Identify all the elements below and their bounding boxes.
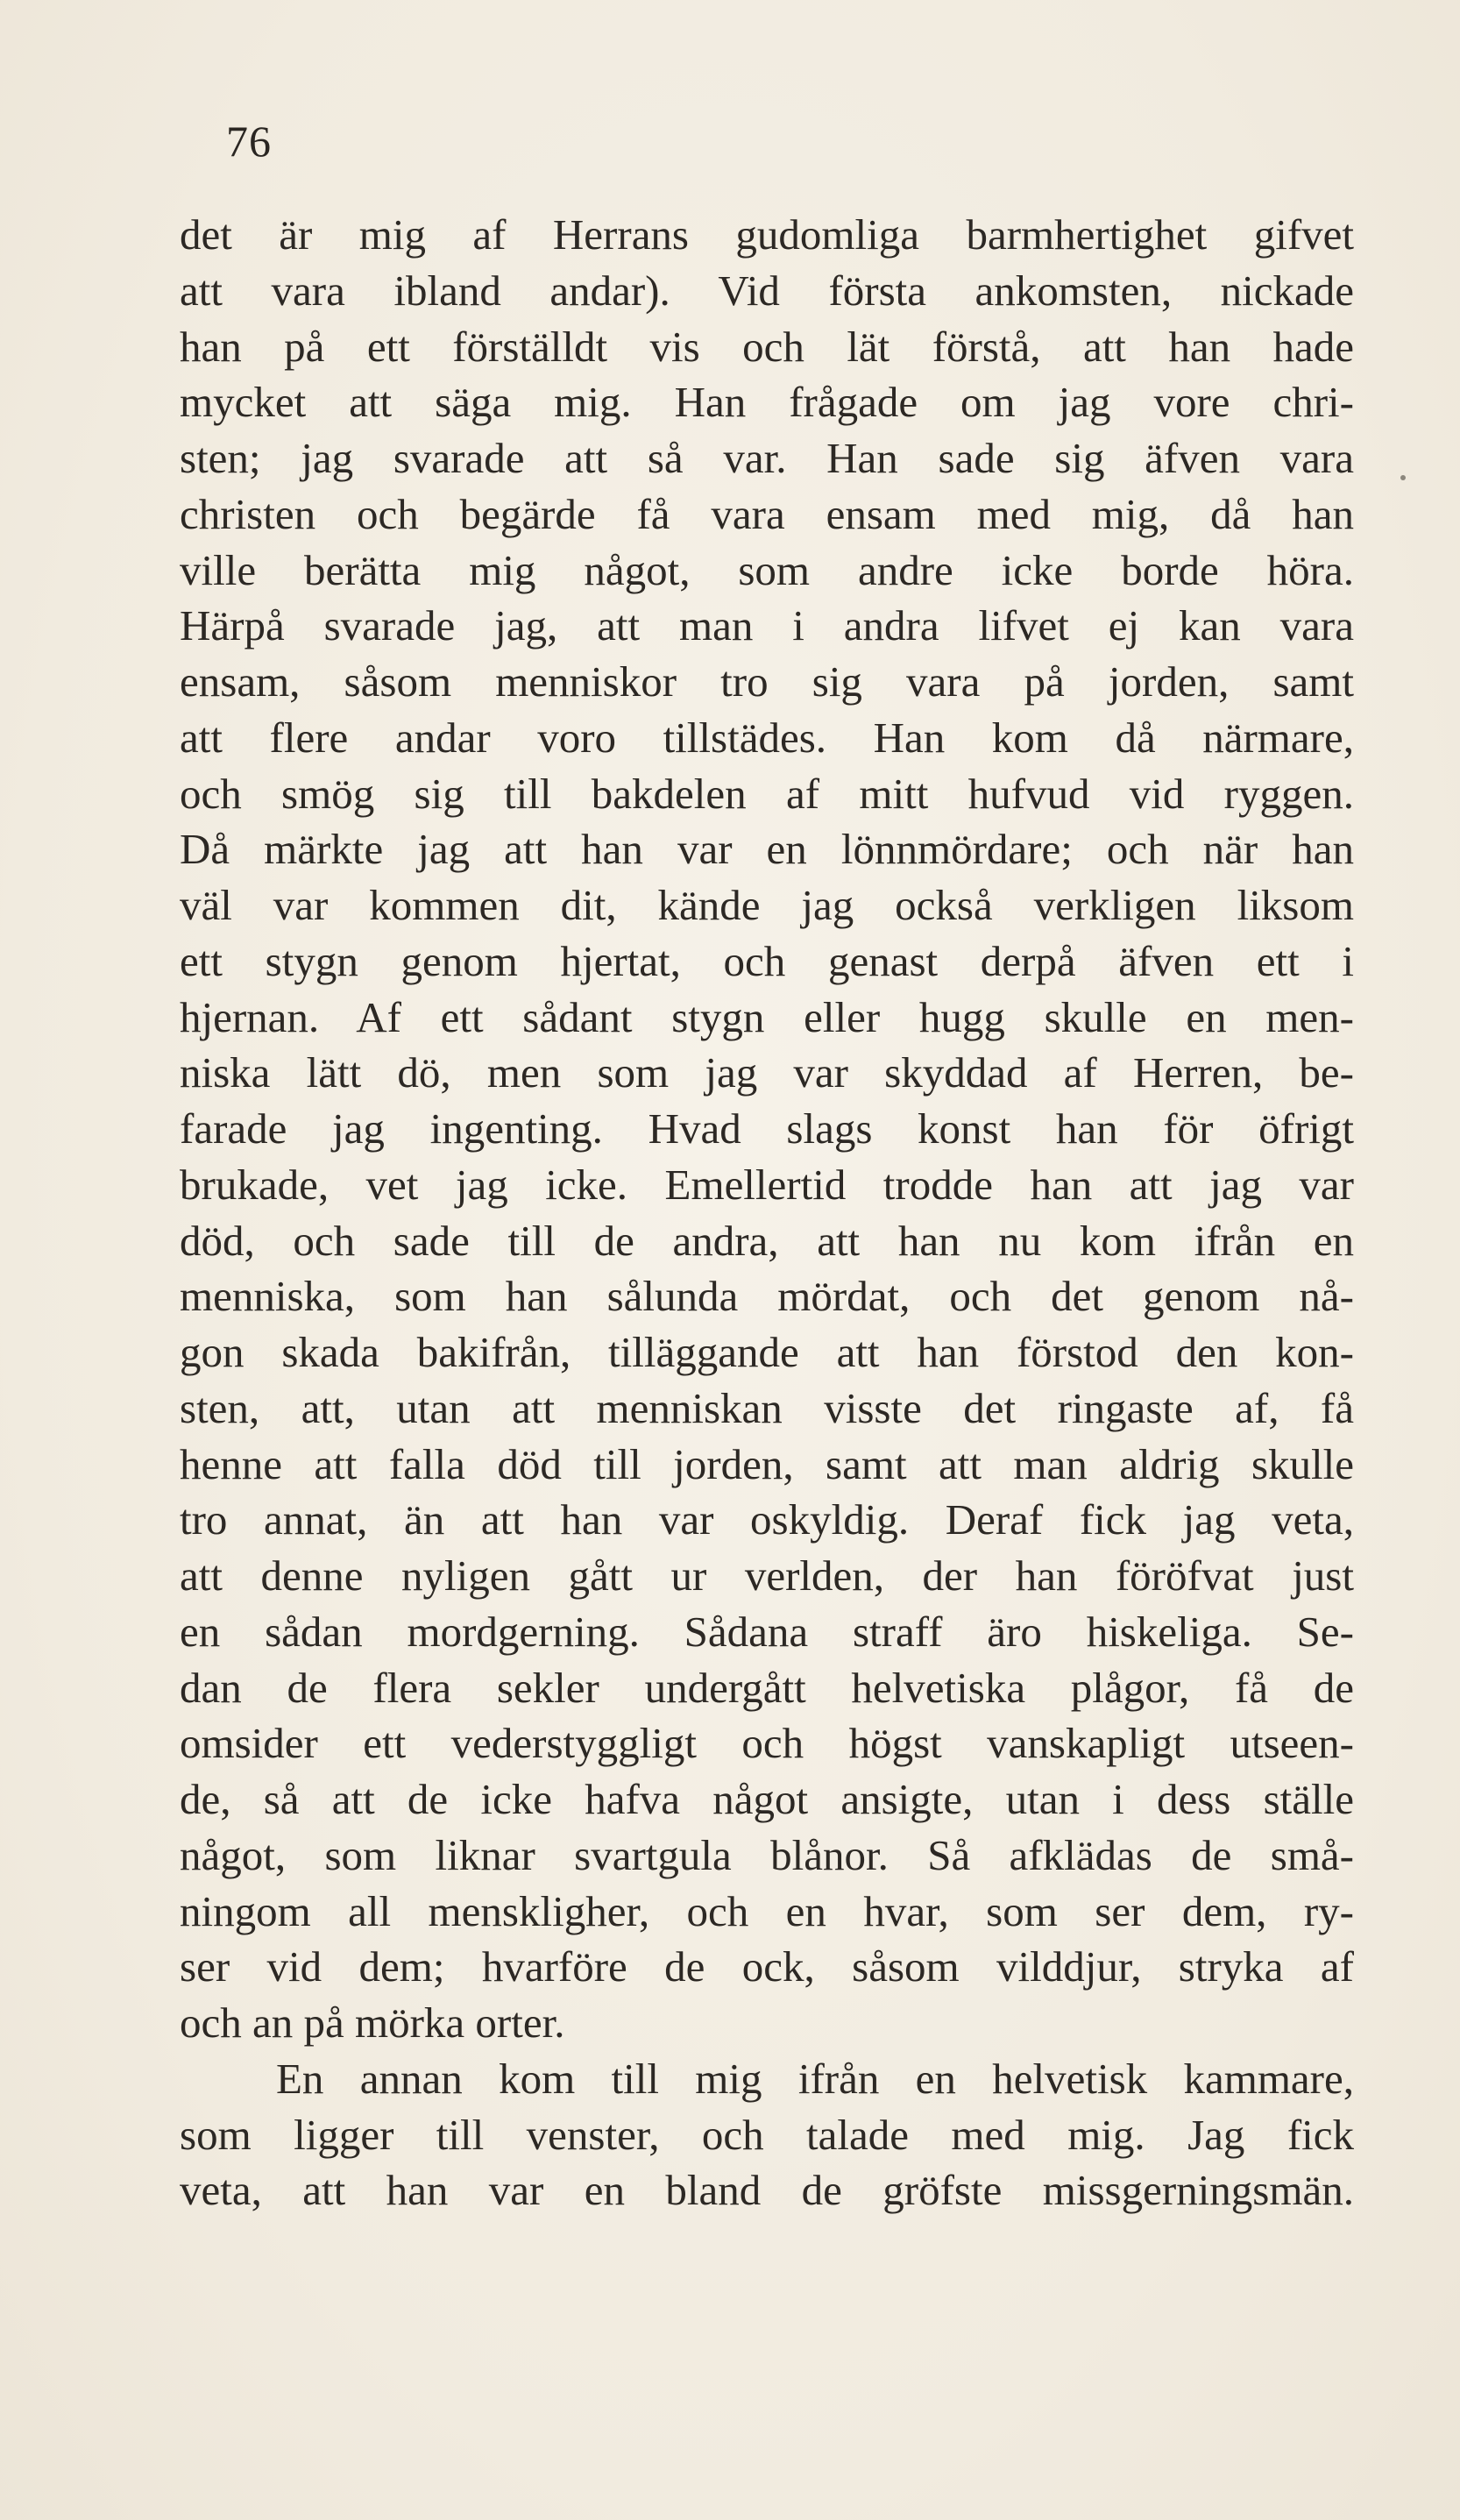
paragraph-start-line: En annan kom till mig ifrån en helvetisk kammare,	[276, 2054, 1354, 2103]
text-line: att denne nyligen gått ur verlden, der han föröfvat just	[180, 1551, 1354, 1600]
ink-speck-decoration	[1400, 475, 1406, 480]
text-line: Härpå svarade jag, att man i andra lifvet ej kan vara	[180, 601, 1354, 650]
text-line: sten; jag svarade att så var. Han sade sig äfven vara	[180, 434, 1354, 482]
text-line: och smög sig till bakdelen af mitt hufvud vid ryggen.	[180, 769, 1354, 818]
text-line: henne att falla död till jorden, samt att man aldrig skulle	[180, 1439, 1354, 1488]
text-line: ensam, såsom menniskor tro sig vara på jorden, samt	[180, 657, 1354, 706]
text-line: omsider ett vederstyggligt och högst vanskapligt utseen-	[180, 1719, 1354, 1768]
text-line: niska lätt dö, men som jag var skyddad af Herren, be-	[180, 1048, 1354, 1097]
text-line: det är mig af Herrans gudomliga barmhertighet gifvet	[180, 210, 1354, 259]
text-line: menniska, som han sålunda mördat, och det genom nå-	[180, 1272, 1354, 1321]
text-line: mycket att säga mig. Han frågade om jag vore chri-	[180, 378, 1354, 427]
page-number: 76	[226, 117, 272, 166]
text-line: en sådan mordgerning. Sådana straff äro hiskeliga. Se-	[180, 1607, 1354, 1656]
text-line: död, och sade till de andra, att han nu kom ifrån en	[180, 1216, 1354, 1265]
text-line: ett stygn genom hjertat, och genast derpå äfven ett i	[180, 936, 1354, 985]
text-line: sten, att, utan att menniskan visste det ringaste af, få	[180, 1383, 1354, 1432]
text-line: veta, att han var en bland de gröfste missgerningsmän.	[180, 2166, 1354, 2215]
text-line: att vara ibland andar). Vid första ankomsten, nickade	[180, 266, 1354, 315]
text-line: brukade, vet jag icke. Emellertid trodde han att jag var	[180, 1160, 1354, 1209]
text-line: väl var kommen dit, kände jag också verkligen liksom	[180, 881, 1354, 929]
text-line: dan de flera sekler undergått helvetiska plågor, få de	[180, 1663, 1354, 1712]
text-line: gon skada bakifrån, tilläggande att han förstod den kon-	[180, 1328, 1354, 1376]
text-line: ville berätta mig något, som andre icke borde höra.	[180, 545, 1354, 594]
body-text	[180, 207, 1354, 2218]
text-line: Då märkte jag att han var en lönnmördare; och när han	[180, 825, 1354, 874]
text-line: farade jag ingenting. Hvad slags konst han för öfrigt	[180, 1104, 1354, 1153]
text-line: christen och begärde få vara ensam med mig, då han	[180, 489, 1354, 538]
text-line: han på ett förställdt vis och lät förstå, att han hade	[180, 322, 1354, 371]
text-line: ser vid dem; hvarföre de ock, såsom vilddjur, stryka af	[180, 1942, 1354, 1991]
paragraph-end-line: och an på mörka orter.	[180, 1998, 565, 2047]
text-line: något, som liknar svartgula blånor. Så afklädas de små-	[180, 1830, 1354, 1879]
text-line: ningom all menskligher, och en hvar, som ser dem, ry-	[180, 1886, 1354, 1935]
text-line: som ligger till venster, och talade med mig. Jag fick	[180, 2110, 1354, 2159]
text-line: att flere andar voro tillstädes. Han kom då närmare,	[180, 713, 1354, 762]
text-line: de, så att de icke hafva något ansigte, utan i dess ställe	[180, 1775, 1354, 1823]
text-line: hjernan. Af ett sådant stygn eller hugg skulle en men-	[180, 992, 1354, 1041]
text-line: tro annat, än att han var oskyldig. Deraf fick jag veta,	[180, 1495, 1354, 1544]
